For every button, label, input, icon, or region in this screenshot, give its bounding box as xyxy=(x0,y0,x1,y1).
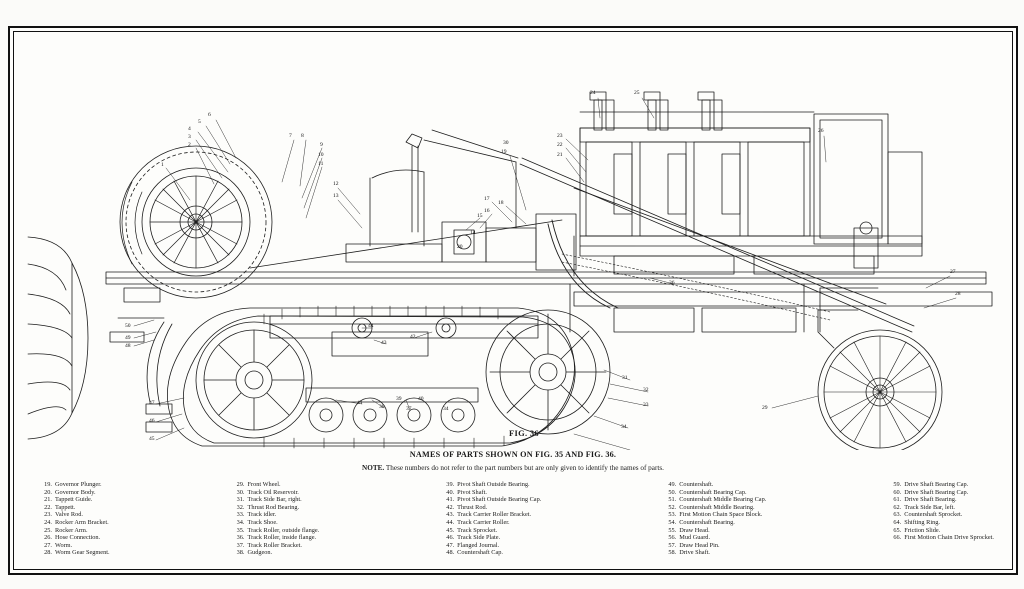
list-item xyxy=(662,534,766,542)
plate-inner-border xyxy=(13,31,1013,570)
callout-number: 34 xyxy=(621,424,627,430)
callout-number: 12 xyxy=(333,181,339,187)
part-number: 42. xyxy=(446,503,455,511)
list-item xyxy=(662,549,766,557)
left-ground-wheel-segment xyxy=(28,237,88,439)
part-number: 28. xyxy=(44,549,52,557)
note-text: These numbers do not refer to the part numbers but are only given to identify the names of parts. xyxy=(385,464,664,472)
callout-number: 33 xyxy=(643,402,649,408)
callout-number: 45 xyxy=(149,436,155,442)
part-name: Track Side Plate. xyxy=(457,534,501,542)
callout-number: 48 xyxy=(125,343,131,349)
parts-column-2 xyxy=(231,481,320,557)
part-name: Track Sprocket. xyxy=(457,526,498,534)
illustration-plate xyxy=(8,26,1018,575)
callout-number: 39 xyxy=(396,396,402,402)
list-item xyxy=(38,527,110,535)
part-name: Worm. xyxy=(55,541,73,549)
part-name: Gudgeon. xyxy=(247,549,273,557)
part-number: 43. xyxy=(446,511,455,519)
callout-number: 34 xyxy=(443,406,449,412)
list-item xyxy=(887,489,994,497)
callout-number: 13 xyxy=(333,193,339,199)
part-name: Track Side Bar, left. xyxy=(904,503,956,511)
list-item xyxy=(231,549,320,557)
list-item xyxy=(38,504,110,512)
list-item xyxy=(440,527,541,535)
part-number: 26. xyxy=(44,534,52,542)
list-item xyxy=(231,504,320,512)
part-name: Drive Shaft. xyxy=(679,549,711,557)
part-name: Tappett. xyxy=(55,503,76,511)
part-number: 44. xyxy=(446,518,455,526)
part-number: 53. xyxy=(668,511,677,519)
list-item xyxy=(38,481,110,489)
callout-number: 36 xyxy=(669,280,675,286)
parts-list xyxy=(38,481,994,557)
belt-guard-arc xyxy=(548,220,618,308)
part-name: Pivot Shaft Outside Bearing. xyxy=(457,481,530,488)
list-item xyxy=(38,496,110,504)
list-item xyxy=(440,542,541,550)
engine-cylinder-block xyxy=(580,92,922,274)
part-number: 35. xyxy=(236,526,245,534)
callout-number: 29 xyxy=(762,405,768,411)
callout-number: 41 xyxy=(357,400,363,406)
part-name: Shifting Ring. xyxy=(904,518,940,526)
list-item xyxy=(662,504,766,512)
list-item xyxy=(38,542,110,550)
callout-number: 1 xyxy=(161,162,164,168)
callout-number: 15 xyxy=(477,213,483,219)
part-number: 32. xyxy=(236,503,245,511)
list-item xyxy=(662,542,766,550)
part-name: Governor Body. xyxy=(55,488,96,496)
part-number: 45. xyxy=(446,526,455,534)
list-item xyxy=(231,519,320,527)
part-number: 62. xyxy=(893,503,902,511)
figure-label: FIG. 36 xyxy=(509,428,539,438)
parts-column-1 xyxy=(38,481,110,557)
front-wheel xyxy=(818,288,942,450)
part-number: 55. xyxy=(668,526,677,534)
part-name: Draw Head Pin. xyxy=(679,541,720,549)
part-name: Worm Gear Segment. xyxy=(55,549,110,557)
part-name: Countershaft Middle Bearing Cap. xyxy=(679,496,767,504)
track-rollers xyxy=(306,318,478,432)
callout-number: 18 xyxy=(498,200,504,206)
callout-number: 50 xyxy=(125,323,131,329)
part-name: Countershaft Sprocket. xyxy=(904,511,963,519)
callout-number: 27 xyxy=(950,269,956,275)
callout-number: 10 xyxy=(318,152,324,158)
part-number: 40. xyxy=(446,488,455,496)
part-number: 39. xyxy=(446,481,455,488)
parts-column-4 xyxy=(662,481,766,557)
list-item xyxy=(887,496,994,504)
part-name: Draw Head. xyxy=(679,526,710,534)
part-name: Track Shoe. xyxy=(247,518,278,526)
callout-number: 5 xyxy=(198,119,201,125)
callout-number: 4 xyxy=(188,126,191,132)
part-number: 20. xyxy=(44,488,52,496)
part-name: First Motion Chain Drive Sprocket. xyxy=(904,534,994,542)
part-name: Countershaft. xyxy=(679,481,714,488)
list-item xyxy=(38,549,110,557)
list-item xyxy=(231,511,320,519)
part-number: 58. xyxy=(668,549,677,557)
list-item xyxy=(887,519,994,527)
list-item xyxy=(887,527,994,535)
list-item xyxy=(662,519,766,527)
track-side-frame xyxy=(270,316,538,338)
callout-number: 32 xyxy=(643,387,649,393)
part-number: 27. xyxy=(44,541,52,549)
callout-number: 8 xyxy=(301,133,304,139)
list-item xyxy=(440,496,541,504)
list-item xyxy=(887,534,994,542)
list-item xyxy=(887,511,994,519)
callout-number: 3 xyxy=(188,134,191,140)
part-number: 52. xyxy=(668,503,677,511)
part-name: Rocker Arm. xyxy=(55,526,88,534)
hood-and-tank xyxy=(574,222,878,276)
list-item xyxy=(887,481,994,489)
part-name: Thrust Rod Bearing. xyxy=(247,503,300,511)
part-name: Flanged Journal. xyxy=(457,541,500,549)
part-number: 49. xyxy=(668,481,677,488)
part-number: 66. xyxy=(893,534,902,542)
callout-number: 47 xyxy=(149,400,155,406)
list-item xyxy=(662,527,766,535)
part-number: 46. xyxy=(446,534,455,542)
part-number: 24. xyxy=(44,518,52,526)
list-item xyxy=(38,519,110,527)
part-name: Friction Slide. xyxy=(904,526,941,534)
drive-chain xyxy=(562,254,830,320)
list-item xyxy=(662,511,766,519)
tractor-line-drawing xyxy=(14,32,1014,450)
part-number: 64. xyxy=(893,518,902,526)
list-item xyxy=(440,504,541,512)
callout-number: 7 xyxy=(289,133,292,139)
list-item xyxy=(440,481,541,489)
part-number: 19. xyxy=(44,481,52,488)
part-number: 57. xyxy=(668,541,677,549)
part-number: 23. xyxy=(44,511,52,519)
callout-number: 21 xyxy=(557,152,563,158)
callout-number: 14 xyxy=(470,230,476,236)
part-number: 38. xyxy=(236,549,245,557)
part-name: Track Roller, inside flange. xyxy=(247,534,317,542)
list-item xyxy=(231,527,320,535)
part-name: Mud Guard. xyxy=(679,534,711,542)
part-name: Track Carrier Roller Bracket. xyxy=(457,511,532,519)
callout-number: 25 xyxy=(634,90,640,96)
part-number: 47. xyxy=(446,541,455,549)
list-item xyxy=(440,511,541,519)
part-number: 63. xyxy=(893,511,902,519)
part-name: Track Carrier Roller. xyxy=(457,518,510,526)
callout-number: 19 xyxy=(501,149,507,155)
part-name: Pivot Shaft. xyxy=(457,488,487,496)
parts-column-5 xyxy=(887,481,994,557)
list-item xyxy=(440,534,541,542)
list-item xyxy=(662,481,766,489)
part-name: Countershaft Bearing Cap. xyxy=(679,488,747,496)
part-number: 54. xyxy=(668,518,677,526)
part-number: 25. xyxy=(44,526,52,534)
part-number: 65. xyxy=(893,526,902,534)
part-number: 41. xyxy=(446,496,455,504)
callout-number: 42 xyxy=(410,334,416,340)
callout-number: 11 xyxy=(318,161,324,167)
callout-number: 49 xyxy=(125,335,131,341)
part-name: Hose Connection. xyxy=(55,534,101,542)
list-item xyxy=(38,489,110,497)
callout-number: 44 xyxy=(368,323,374,329)
part-number: 21. xyxy=(44,496,52,504)
part-number: 51. xyxy=(668,496,677,504)
part-number: 61. xyxy=(893,496,902,504)
callout-number: 40 xyxy=(418,396,424,402)
callout-number: 30 xyxy=(503,140,509,146)
callout-number: 20 xyxy=(457,244,463,250)
caption-title: NAMES OF PARTS SHOWN ON FIG. 35 AND FIG. 36. xyxy=(409,450,617,459)
part-name: Front Wheel. xyxy=(247,481,281,488)
list-item xyxy=(231,534,320,542)
list-item xyxy=(38,534,110,542)
part-number: 59. xyxy=(893,481,902,488)
callout-number: 6 xyxy=(208,112,211,118)
part-number: 60. xyxy=(893,488,902,496)
callout-number: 38 xyxy=(379,404,385,410)
part-name: Drive Shaft Bearing. xyxy=(904,496,957,504)
part-name: Rocker Arm Bracket. xyxy=(55,518,109,526)
callout-number: 24 xyxy=(590,90,596,96)
callout-number: 2 xyxy=(188,142,191,148)
countershaft-and-bearings xyxy=(110,288,172,432)
part-number: 36. xyxy=(236,534,245,542)
callout-number: 26 xyxy=(818,128,824,134)
callout-number: 31 xyxy=(622,375,628,381)
part-number: 34. xyxy=(236,518,245,526)
list-item xyxy=(440,519,541,527)
part-name: Drive Shaft Bearing Cap. xyxy=(904,481,969,488)
part-name: Track Roller Bracket. xyxy=(247,541,303,549)
part-name: Track idler. xyxy=(247,511,277,519)
track-idler-wheel xyxy=(196,322,312,438)
callout-number: 22 xyxy=(557,142,563,148)
part-name: Track Roller, outside flange. xyxy=(247,526,320,534)
part-number: 48. xyxy=(446,549,455,557)
callout-number: 17 xyxy=(484,196,490,202)
part-name: Countershaft Cap. xyxy=(457,549,503,557)
callout-number: 16 xyxy=(484,208,490,214)
part-name: Countershaft Bearing. xyxy=(679,518,735,526)
callout-number: 23 xyxy=(557,133,563,139)
note-prefix: NOTE. xyxy=(362,464,385,472)
part-number: 33. xyxy=(236,511,245,519)
list-item xyxy=(662,496,766,504)
part-name: Countershaft Middle Bearing. xyxy=(679,503,755,511)
list-item xyxy=(887,504,994,512)
main-chassis-frame xyxy=(106,272,992,332)
callout-number: 43 xyxy=(381,340,387,346)
list-item xyxy=(440,489,541,497)
part-name: Thrust Rod. xyxy=(457,503,488,511)
part-number: 30. xyxy=(236,488,245,496)
part-number: 56. xyxy=(668,534,677,542)
callout-number: 37 xyxy=(406,406,412,412)
part-name: Pivot Shaft Outside Bearing Cap. xyxy=(457,496,542,504)
part-number: 37. xyxy=(236,541,245,549)
part-name: Track Oil Reservoir. xyxy=(247,488,299,496)
rear-flywheel-assembly xyxy=(120,146,272,298)
part-name: Governor Plunger. xyxy=(55,481,102,488)
list-item xyxy=(38,511,110,519)
part-number: 50. xyxy=(668,488,677,496)
callout-number: 9 xyxy=(320,142,323,148)
callout-number: 28 xyxy=(955,291,961,297)
list-item xyxy=(231,481,320,489)
part-name: Tappett Guide. xyxy=(55,496,93,504)
part-name: Valve Rod. xyxy=(55,511,83,519)
list-item xyxy=(231,542,320,550)
part-number: 31. xyxy=(236,496,245,504)
list-item xyxy=(231,489,320,497)
valve-gear-stacks xyxy=(580,92,814,130)
parts-column-3 xyxy=(440,481,541,557)
part-number: 22. xyxy=(44,503,52,511)
part-number: 29. xyxy=(236,481,245,488)
part-name: Drive Shaft Bearing Cap. xyxy=(904,488,969,496)
list-item xyxy=(440,549,541,557)
list-item xyxy=(231,496,320,504)
track-drive-sprocket xyxy=(486,310,610,434)
list-item xyxy=(662,489,766,497)
callout-number: 46 xyxy=(149,418,155,424)
caption-note xyxy=(14,464,1012,472)
part-name: First Motion Chain Space Block. xyxy=(679,511,763,519)
part-name: Track Side Bar, right. xyxy=(247,496,302,504)
